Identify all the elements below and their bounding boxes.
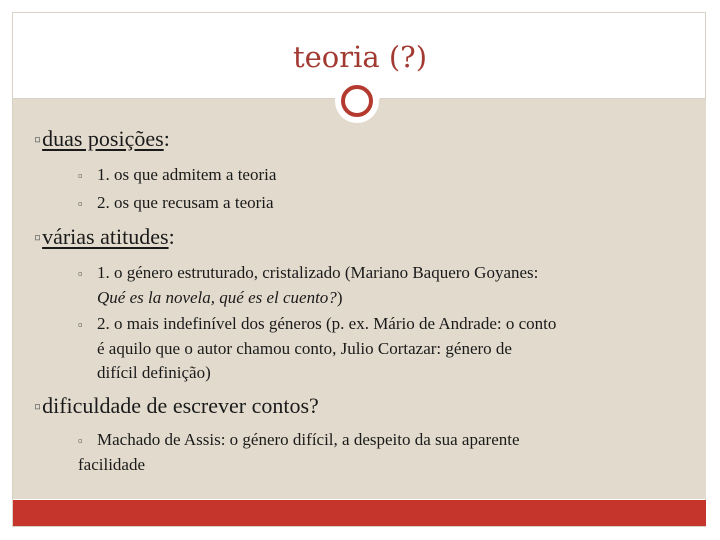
bullet-label: duas posições xyxy=(42,126,164,151)
box-bullet-icon: ▫ xyxy=(78,317,83,332)
sub-bullet-4 xyxy=(78,312,682,385)
sub-bullet-text: 2. o mais indefinível dos géneros (p. ex. Mário de Andrade: o conto xyxy=(97,314,557,333)
sub-bullet-2 xyxy=(78,191,682,216)
sub-bullet-text: 2. os que recusam a teoria xyxy=(97,193,274,212)
bullet-suffix: : xyxy=(168,224,175,249)
sub-bullet-text: 1. o género estruturado, cristalizado (Mariano Baquero Goyanes: xyxy=(97,263,539,282)
sub-bullet-text-line2: facilidade xyxy=(78,455,146,474)
box-bullet-icon: ▫ xyxy=(34,129,42,151)
sub-bullet-text-line2: é aquilo que o autor chamou conto, Julio Cortazar: género de xyxy=(97,339,512,358)
sub-bullet-text-end: ) xyxy=(336,288,343,307)
sub-bullet-text-line3: difícil definição) xyxy=(97,363,211,382)
bullet-suffix: : xyxy=(163,126,170,151)
book-title: Qué es la novela, qué es el cuento? xyxy=(97,288,337,307)
box-bullet-icon: ▫ xyxy=(78,266,83,281)
box-bullet-icon: ▫ xyxy=(34,396,42,418)
bullet-label: dificuldade de escrever contos? xyxy=(42,393,319,418)
box-bullet-icon: ▫ xyxy=(34,227,42,249)
sub-bullet-text: 1. os que admitem a teoria xyxy=(97,165,277,184)
sub-bullet-5 xyxy=(78,428,682,477)
bullet-varias-atitudes xyxy=(34,224,175,250)
slide-title-text: teoria (?) xyxy=(292,40,428,74)
box-bullet-icon: ▫ xyxy=(78,433,83,448)
circle-ornament-icon xyxy=(341,85,373,117)
bullet-dificuldade xyxy=(34,393,319,419)
sub-bullet-3 xyxy=(78,261,682,310)
bullet-label: várias atitudes xyxy=(42,224,169,249)
sub-bullet-1 xyxy=(78,163,682,188)
footer-bar xyxy=(13,500,706,526)
box-bullet-icon: ▫ xyxy=(78,196,83,211)
slide-title xyxy=(0,40,720,74)
box-bullet-icon: ▫ xyxy=(78,168,83,183)
bullet-duas-posicoes xyxy=(34,126,170,152)
sub-bullet-text: Machado de Assis: o género difícil, a despeito da sua aparente xyxy=(97,430,520,449)
